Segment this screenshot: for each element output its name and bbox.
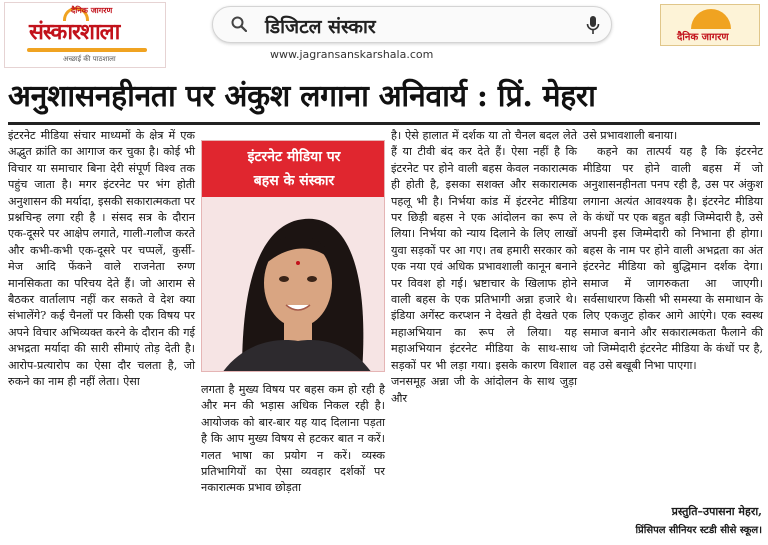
article-column-4: [583, 128, 763, 500]
banner-line-1: इंटरनेट मीडिया पर: [247, 149, 341, 165]
banner-line-2: बहस के संस्कार: [253, 173, 335, 189]
site-url[interactable]: www.jagransanskarshala.com: [270, 48, 434, 61]
microphone-icon[interactable]: [585, 15, 601, 35]
sanskarshala-logo: [4, 2, 166, 68]
article-column-3: [391, 128, 577, 533]
logo-brand: संस्कारशाला: [29, 19, 120, 45]
dainik-jagran-logo: [660, 4, 760, 46]
column-4-para-2: कहने का तात्पर्य यह है कि इंटरनेट मीडिया पर होने वाली बहस में जो अनुशासनहीनता पनप रही है, उस पर अंकुश लगाना अत्यंत आवश्यक है। इंटरनेट मीडिया के कंधों पर एक बहुत बड़ी जिम्मेदारी है, उसे अपनी इस जिम्मेदारी को निभाना ही होगा। बहस के नाम पर होने वाली अभद्रता का अंत इंटरनेट मीडिया को बुद्धिमान दर्शक देगा। समाज में जागरुकता आ जाएगी। सर्वसाधारण किसी भी समस्या के समाधान के लिए एकजुट होकर आगे आएंगे। एक स्वस्थ समाज बनाने और सकारात्मकता फैलाने की जो जिम्मेदारी इंटरनेट मीडिया के कंधों पर है, वह उसे बखूबी निभा पाएगा।: [583, 145, 763, 372]
article-column-2: [201, 382, 385, 532]
article-headline: अनुशासनहीनता पर अंकुश लगाना अनिवार्य : प्रिं. मेहरा: [8, 79, 596, 114]
photo-box: [201, 140, 385, 372]
logo-kicker: दैनिक जागरण: [71, 6, 113, 15]
photo-banner: [202, 141, 385, 197]
column-1-text: इंटरनेट मीडिया संचार माध्यमों के क्षेत्र में एक अद्भुत क्रांति का आगाज कर चुका है। कोई भी विचार या समाचार बिना देरी संपूर्ण विश्व तक पहुंच जाता है। मगर इंटरनेट पर भंग होती अनुशासन की मर्यादा, इसकी सकारात्मकता पर प्रश्नचिन्ह लगा रही है । संसद सत्र के दौरान एक-दूसरे पर आक्षेप लगाते, गाली-गलौज करते और कभी-कभी एक-दूसरे पर चप्पलें, कुर्सी-मेज आदि फेंकने वाले राजनेता रुग्ण मानसिकता का परिचय देते हैं। जो आराम से बैठकर वार्तालाप नहीं कर सकते वे देश क्या संभालेंगे? कई चैनलों पर किसी एक विषय पर अपने विचार अभिव्यक्त करने के दौरान की गई अभद्रता मर्यादा की सारी सीमाएं तोड़ देती है। आरोप-प्रत्यारोप का ऐसा दौर चलता है, जो रुकने का नाम ही नहीं लेता। ऐसा: [8, 129, 195, 389]
sun-icon: [691, 9, 731, 29]
article-credit: [586, 504, 762, 536]
search-query[interactable]: डिजिटल संस्कार: [265, 16, 376, 38]
credit-name: प्रस्तुति–उपासना मेहरा,: [671, 505, 762, 518]
search-icon[interactable]: [231, 16, 247, 32]
logo-tagline: अच्छाई की पाठशाला: [63, 55, 116, 63]
column-3-text: है। ऐसे हालात में दर्शक या तो चैनल बदल लेते हैं या टीवी बंद कर देते हैं। ऐसा नहीं है कि इंटरनेट पर होने वाली बहस केवल नकारात्मक ही होती है, इसका सशक्त और सकारात्मक पहलू भी है। निर्भया कांड में इंटरनेट मीडिया पर छिड़ी बहस ने एक आंदोलन का रूप ले लिया। निर्भया को न्याय दिलाने के लिए लाखों युवा सड़कों पर आ गए। तब हमारी सरकार को एक नया एवं अधिक प्रभावशाली कानून बनाने पर विवश हो गई। भ्रष्टाचार के खिलाफ होने वाली बहस के एक प्रतिभागी अन्ना हजारे थे। इंडिया अगेंस्ट करप्शन ने देखते ही देखते एक महाअभियान का रूप ले लिया। यह महाअभियान इंटरनेट मीडिया के साथ-साथ सड़कों पर भी लड़ा गया। इसके कारण विशाल जनसमूह अन्ना जी के आंदोलन के साथ जुड़ा और: [391, 129, 577, 405]
portrait-photo: [202, 197, 385, 372]
search-bar[interactable]: [212, 6, 612, 43]
credit-title: प्रिंसिपल सीनियर स्टडी सीसे स्कूल।: [635, 525, 762, 536]
column-4-para-1: उसे प्रभावशाली बनाया।: [583, 129, 678, 142]
article-column-1: [8, 128, 195, 533]
logo-right-name: दैनिक जागरण: [677, 32, 729, 43]
column-2-text: लगता है मुख्य विषय पर बहस कम हो रही है और मन की भड़ास अधिक निकल रही है। आयोजक को बार-बार यह याद दिलाना पड़ता है कि आप मुख्य विषय से हटकर बात न करें। गलत भाषा का प्रयोग न करें। व्यस्क प्रतिभागियों का ऐसा व्यवहार दर्शकों पर नकारात्मक प्रभाव छोड़ता: [201, 383, 385, 495]
headline-rule: [8, 122, 760, 125]
logo-swoosh: [27, 48, 147, 52]
